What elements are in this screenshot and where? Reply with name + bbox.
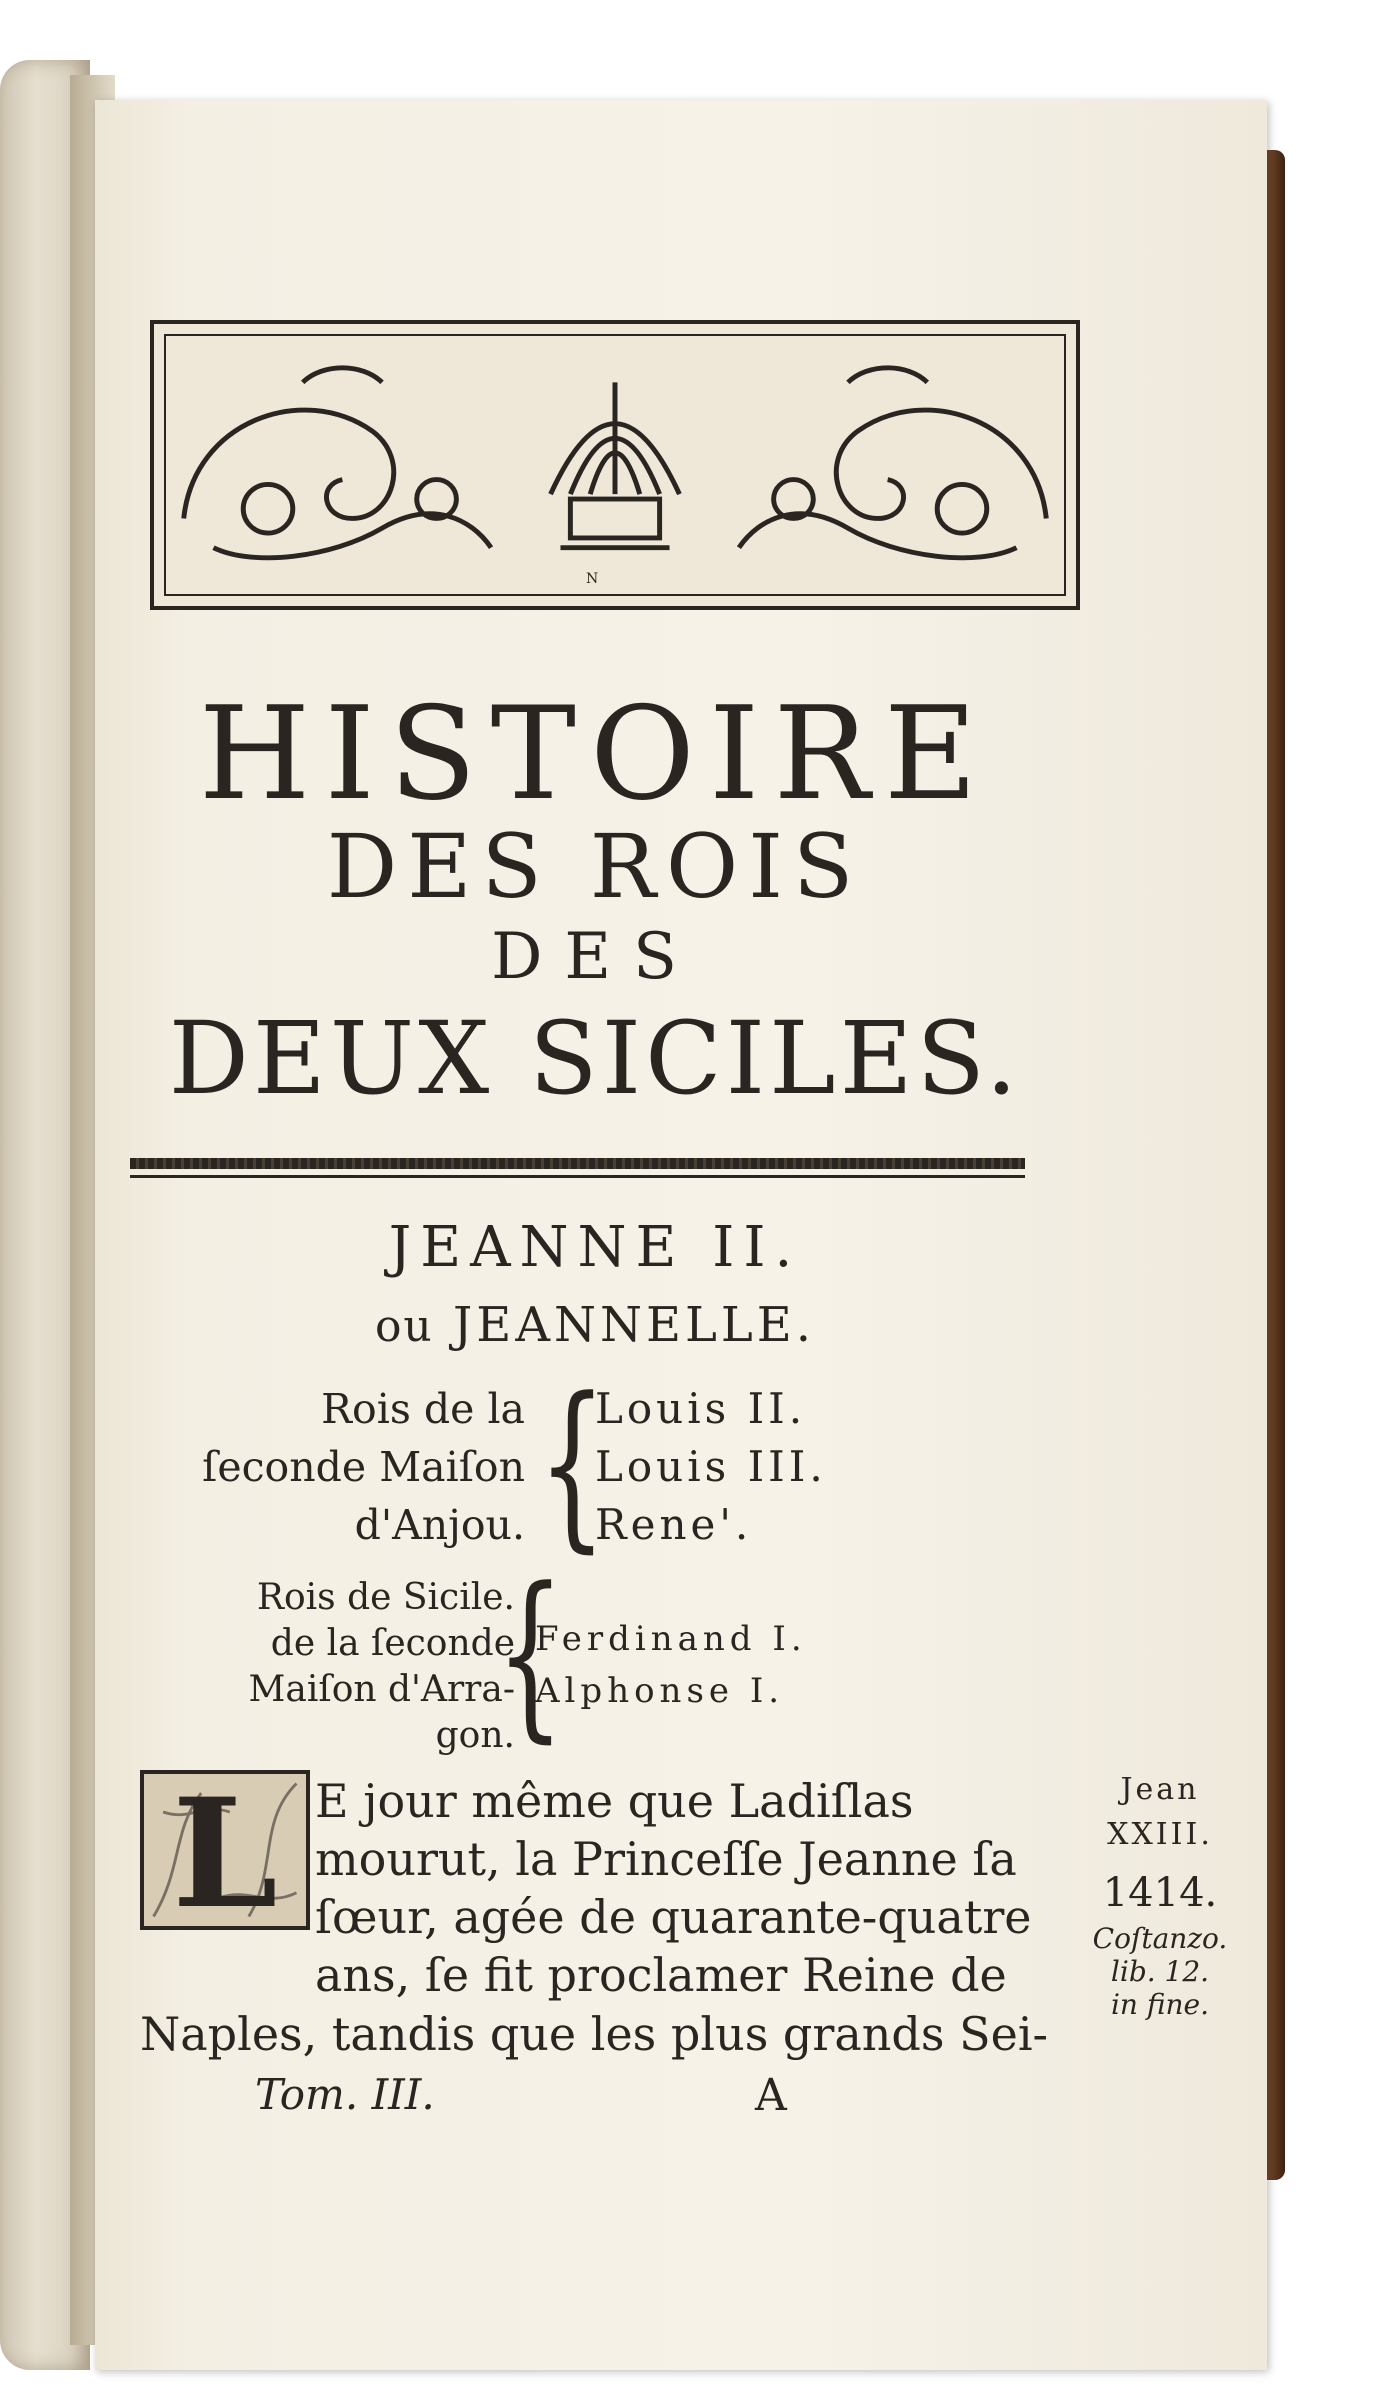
anjou-label-line: d'Anjou.: [354, 1501, 525, 1549]
body-line: mourut, la Princeſſe Jeanne ſa: [315, 1832, 1017, 1886]
king-name: Alphonse I.: [535, 1671, 785, 1711]
margin-pope-number: XXIII.: [1107, 1817, 1213, 1852]
aragon-label-line: de la ſeconde: [270, 1623, 515, 1664]
body-line: E jour même que Ladiſlas: [315, 1774, 914, 1828]
margin-pope: Jean: [1120, 1772, 1200, 1807]
margin-year: 1414.: [1102, 1870, 1218, 1916]
curly-brace-icon: {: [495, 1550, 565, 1759]
engraver-mark: N: [586, 571, 599, 587]
anjou-label: [145, 1380, 525, 1554]
aragon-label-line: Maiſon d'Arra-: [248, 1669, 515, 1710]
subtitle-name: JEANNELLE.: [453, 1297, 816, 1353]
subtitle-jeannelle: [95, 1297, 1095, 1353]
volume-label: Tom. III.: [255, 2070, 435, 2119]
decorated-initial: [140, 1770, 310, 1930]
aragon-kings-block: [95, 1550, 1095, 1759]
ornamental-headpiece: [150, 320, 1080, 610]
king-name: Ferdinand I.: [535, 1619, 807, 1659]
title-rule-thin: [130, 1175, 1025, 1178]
aragon-kings-list: [535, 1613, 1015, 1717]
anjou-kings-list: [595, 1380, 1015, 1554]
title-page: [95, 100, 1267, 2370]
title-des-rois: DES ROIS: [326, 815, 864, 918]
title-deux-siciles: DEUX SICILES.: [168, 1000, 1022, 1117]
aragon-label-line: Rois de Sicile.: [256, 1577, 515, 1618]
subtitle-ou: ou: [374, 1301, 434, 1352]
anjou-label-line: ſeconde Maiſon: [202, 1443, 525, 1491]
margin-note: [1060, 1772, 1260, 2021]
margin-ref-book: lib. 12.: [1110, 1955, 1210, 1988]
subtitle-jeanne: JEANNE II.: [388, 1215, 802, 1280]
printer-signature: A: [755, 2070, 787, 2121]
title-histoire: HISTOIRE: [198, 680, 992, 829]
title-des: DES: [491, 920, 699, 994]
body-line: ſœur, agée de quarante-quatre: [315, 1890, 1032, 1944]
body-paragraph: [315, 1772, 1050, 2004]
king-name: Rene'.: [595, 1500, 753, 1549]
aragon-label-line: gon.: [435, 1715, 515, 1756]
margin-ref-author: Coſtanzo.: [1092, 1922, 1228, 1955]
anjou-label-line: Rois de la: [321, 1385, 525, 1433]
king-name: Louis II.: [595, 1384, 807, 1433]
margin-ref-location: in fine.: [1110, 1988, 1210, 2021]
body-line: ans, ſe fit proclamer Reine de: [315, 1948, 1007, 2002]
page-footer: [255, 2070, 955, 2130]
curly-brace-icon: {: [537, 1360, 607, 1569]
aragon-label: [115, 1575, 515, 1759]
king-name: Louis III.: [595, 1442, 827, 1491]
anjou-kings-block: [95, 1360, 1095, 1569]
initial-letter: L: [172, 1770, 278, 1930]
body-line-last: Naples, tandis que les plus grands Sei-: [140, 2007, 1049, 2061]
title-rule-thick: [130, 1158, 1025, 1169]
scroll-ornament-icon: [154, 324, 1076, 606]
